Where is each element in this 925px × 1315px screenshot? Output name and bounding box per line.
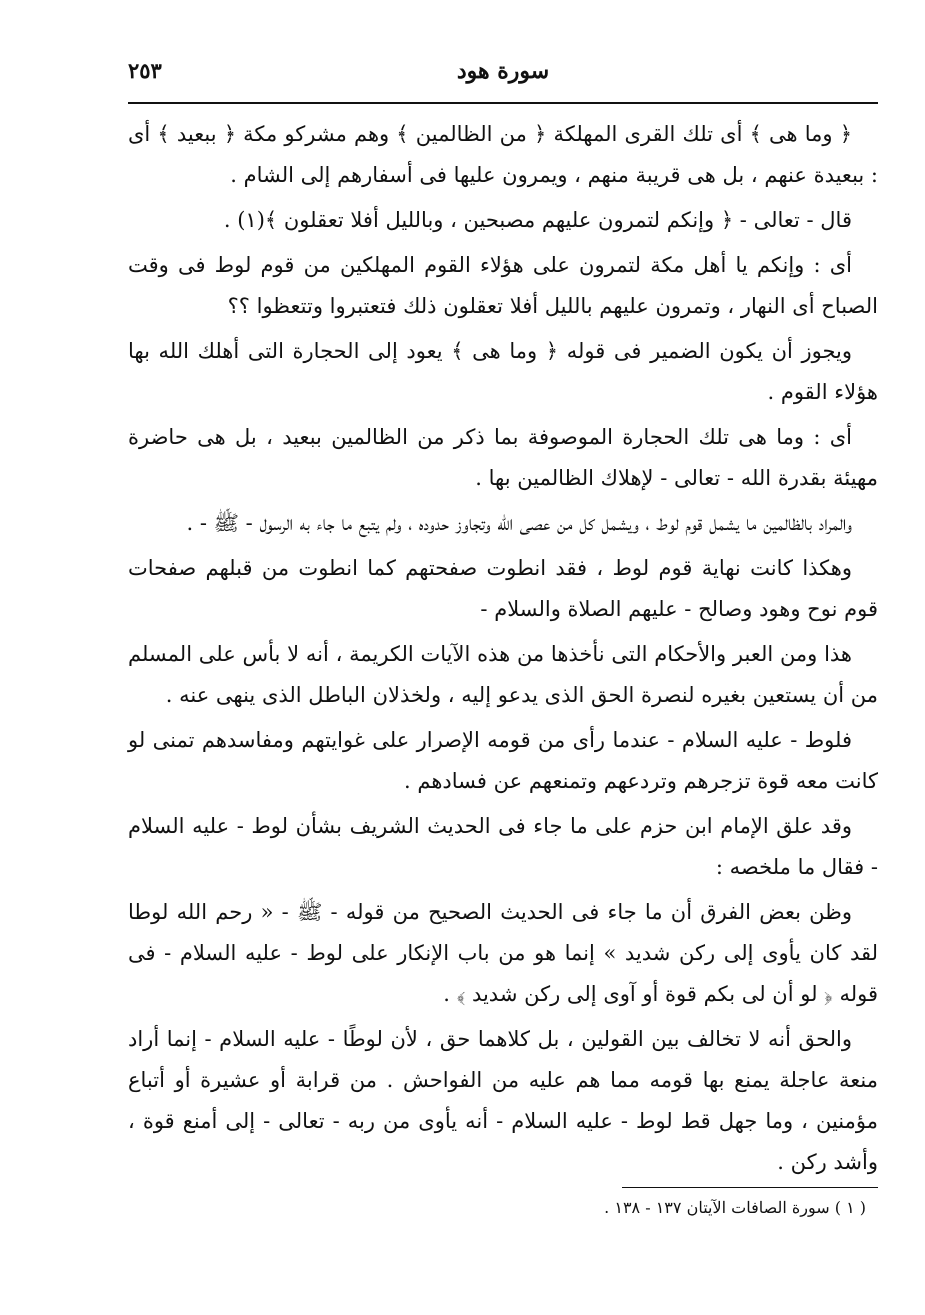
- paragraph: ويجوز أن يكون الضمير فى قوله ﴿ وما هى ﴾ يعود إلى الحجارة التى أهلك الله بها هؤلاء القوم .: [128, 339, 878, 404]
- paragraph: وقد علق الإمام ابن حزم على ما جاء فى الحديث الشريف بشأن لوط - عليه السلام - فقال ما ملخصه :: [128, 814, 878, 879]
- footnote: ( ١ ) سورة الصافات الآيتان ١٣٧ - ١٣٨ .: [604, 1198, 866, 1217]
- paragraph: وظن بعض الفرق أن ما جاء فى الحديث الصحيح من قوله - ﷺ - « رحم الله لوطا لقد كان يأوى إلى ركن شديد » إنما هو من باب الإنكار على لوط - عليه السلام - فى قوله ﴿ لو أن لى بكم قوة أو آوى إلى ركن شديد ﴾ .: [128, 900, 878, 1006]
- paragraph: والحق أنه لا تخالف بين القولين ، بل كلاهما حق ، لأن لوطًا - عليه السلام - إنما أراد منعة عاجلة يمنع بها قومه مما هم عليه من الفواحش . من قرابة أو عشيرة أو أتباع مؤمنين ، وما جهل قط لوط - عليه السلام - أنه يأوى من ربه - تعالى - إلى أمنع قوة ، وأشد ركن .: [128, 1027, 878, 1174]
- running-title: سورة هود: [456, 58, 550, 84]
- body-text: [128, 114, 878, 1183]
- paragraph: وهكذا كانت نهاية قوم لوط ، فقد انطوت صفحتهم كما انطوت من قبلهم صفحات قوم نوح وهود وصالح - عليهم الصلاة والسلام -: [128, 556, 878, 621]
- footnote-rule: [622, 1187, 878, 1188]
- page-number: ٢٥٣: [128, 58, 162, 83]
- paragraph: أى : وما هى تلك الحجارة الموصوفة بما ذكر من الظالمين ببعيد ، بل هى حاضرة مهيئة بقدرة الله - تعالى - لإهلاك الظالمين بها .: [128, 425, 878, 490]
- paragraph: هذا ومن العبر والأحكام التى نأخذها من هذه الآيات الكريمة ، أنه لا بأس على المسلم من أن يستعين بغيره لنصرة الحق الذى يدعو إليه ، ولخذلان الباطل الذى ينهى عنه .: [128, 642, 878, 707]
- paragraph: والمراد بالظالمين ما يشمل قوم لوط ، ويشمل كل من عصى الله وتجاوز حدوده ، ولم يتبع ما جاء به الرسول - ﷺ - .: [186, 511, 852, 535]
- header-rule: [128, 102, 878, 104]
- paragraph: فلوط - عليه السلام - عندما رأى من قومه الإصرار على غوايتهم ومفاسدهم تمنى لو كانت معه قوة تزجرهم وتردعهم وتمنعهم عن فسادهم .: [128, 728, 878, 793]
- page-header: [128, 58, 878, 98]
- paragraph: ﴿ وما هى ﴾ أى تلك القرى المهلكة ﴿ من الظالمين ﴾ وهم مشركو مكة ﴿ ببعيد ﴾ أى : ببعيدة عنهم ، بل هى قريبة منهم ، ويمرون عليها فى أسفارهم إلى الشام .: [128, 122, 878, 187]
- paragraph: قال - تعالى - ﴿ وإنكم لتمرون عليهم مصبحين ، وبالليل أفلا تعقلون ﴾(١) .: [223, 208, 852, 232]
- paragraph: أى : وإنكم يا أهل مكة لتمرون على هؤلاء القوم المهلكين من قوم لوط فى وقت الصباح أى النهار ، وتمرون عليهم بالليل أفلا تعقلون ذلك فتعتبروا وتتعظوا ؟؟: [128, 253, 878, 318]
